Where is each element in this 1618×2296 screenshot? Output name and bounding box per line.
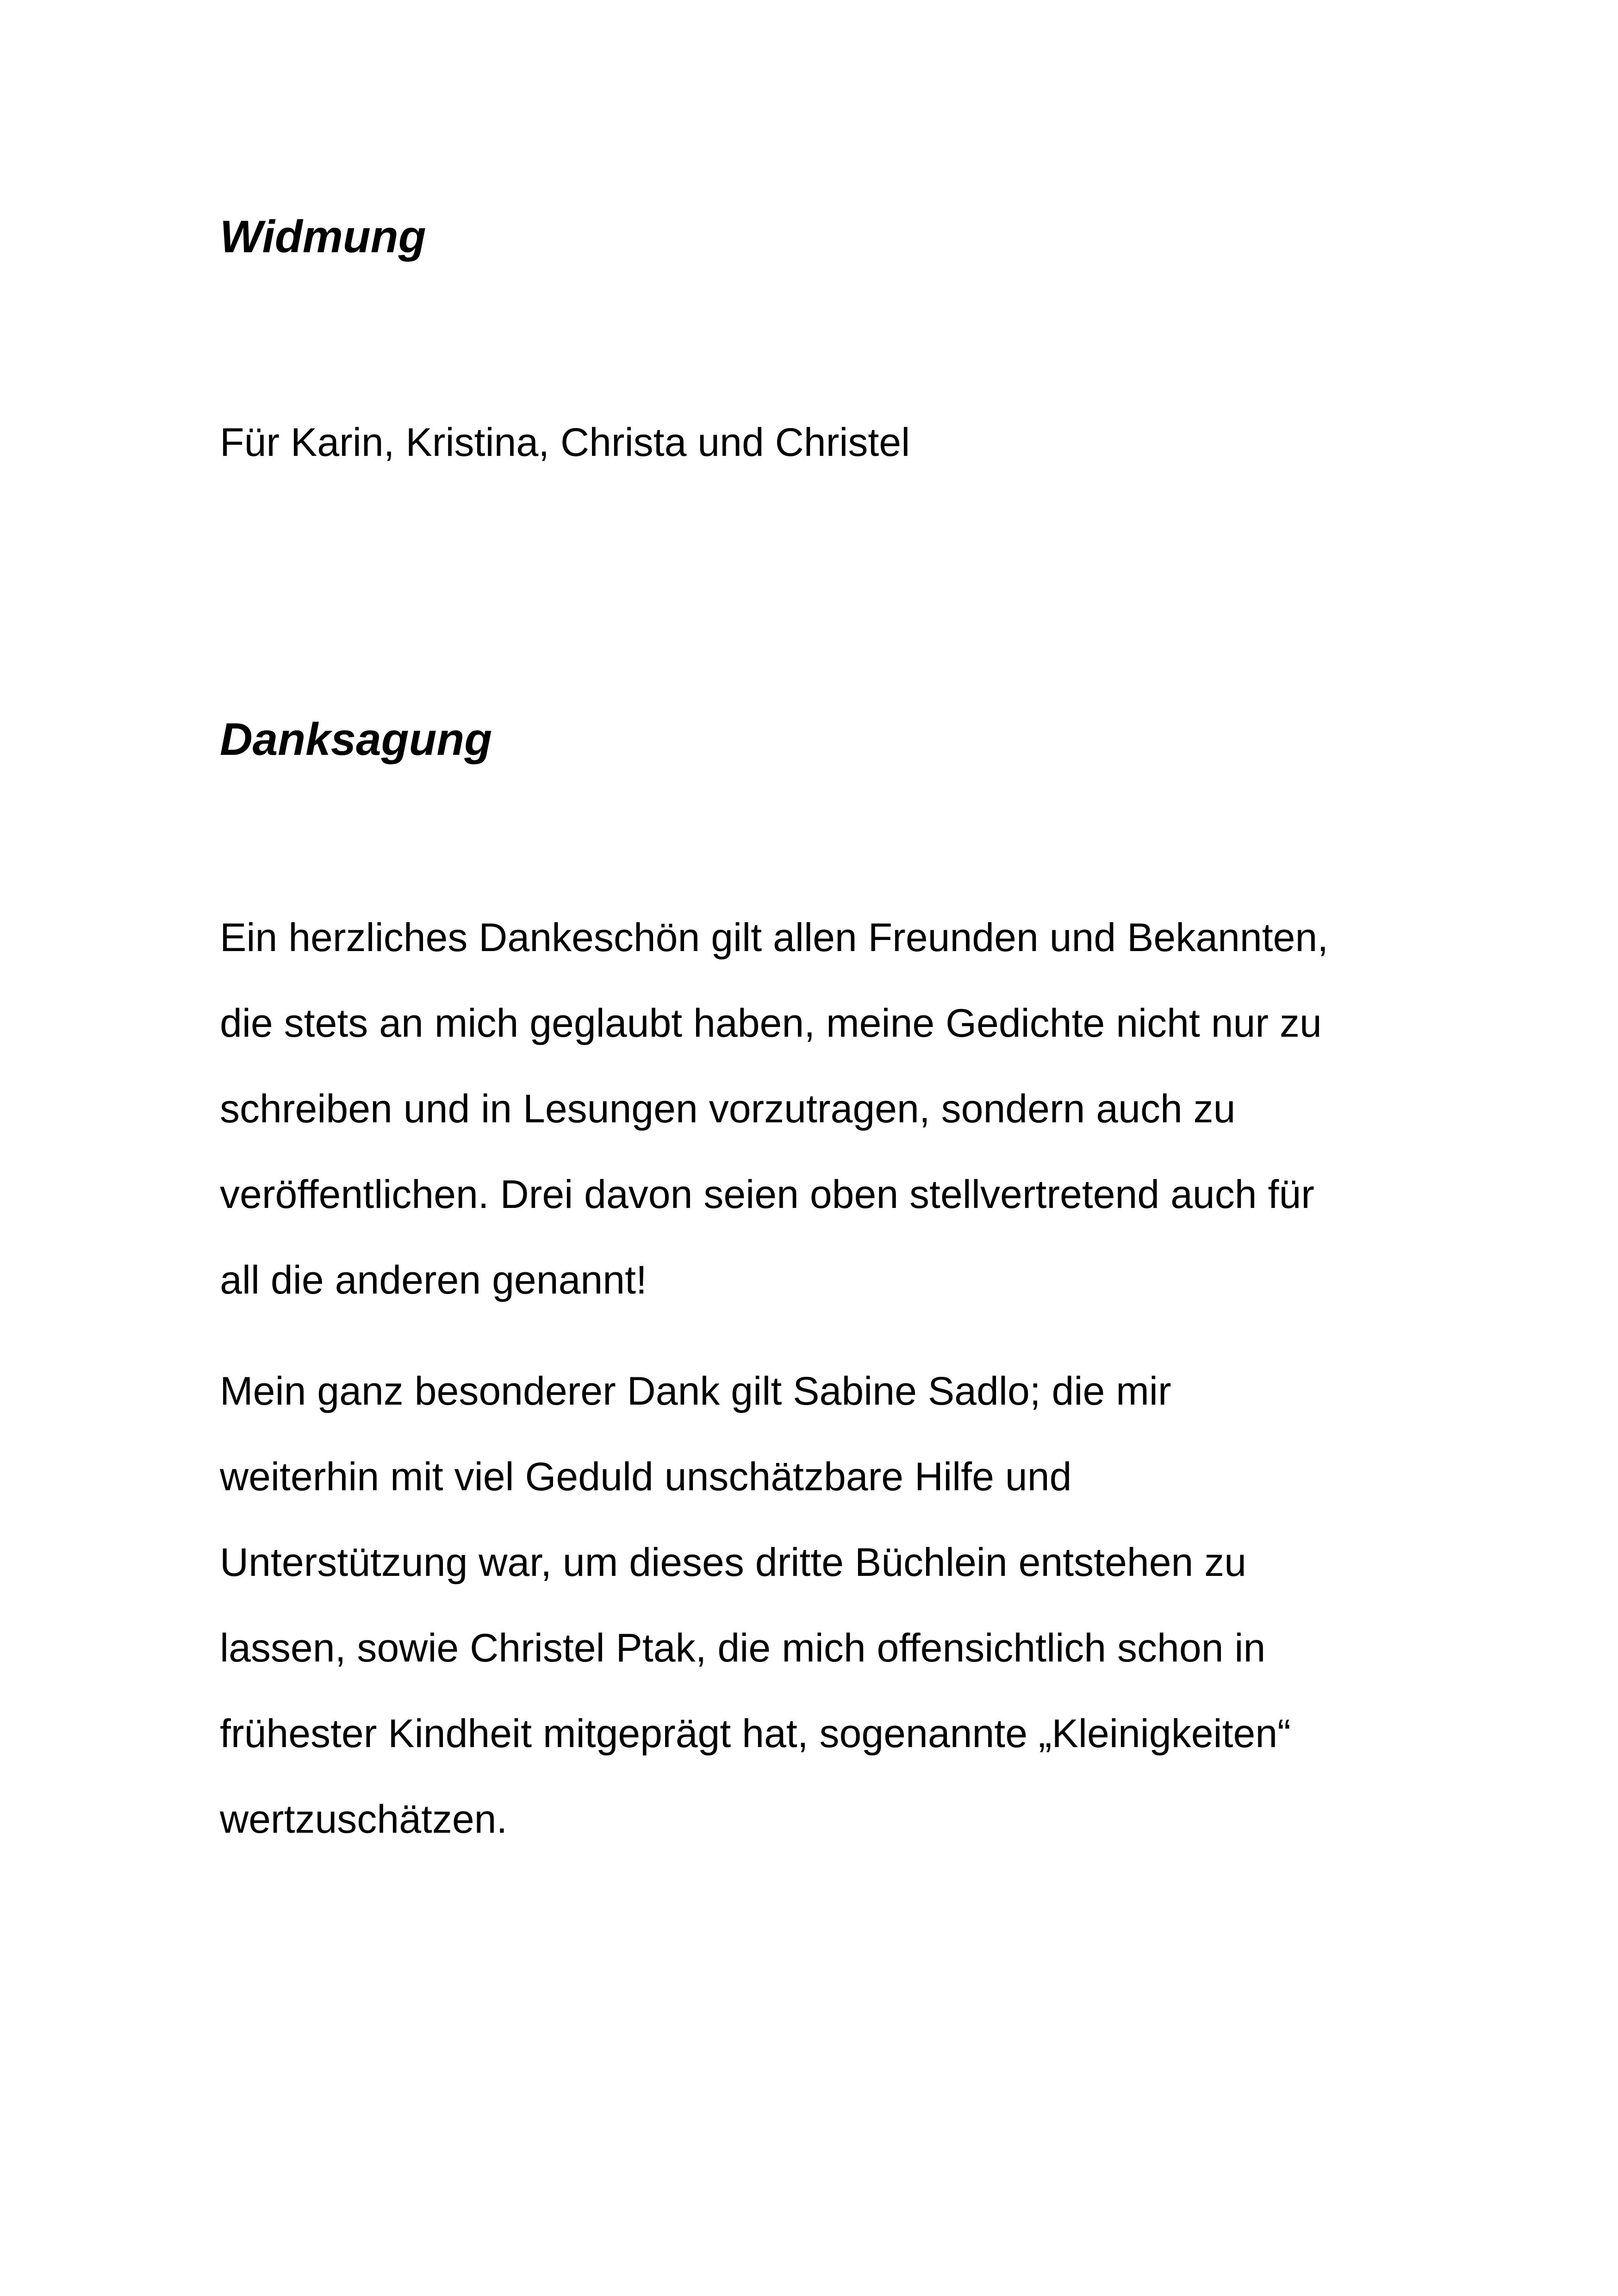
- paragraph-line: schreiben und in Lesungen vorzutragen, sondern auch zu: [220, 1087, 1236, 1131]
- dedication-text: Für Karin, Kristina, Christa und Christel: [220, 420, 910, 465]
- paragraph-line: lassen, sowie Christel Ptak, die mich offensichtlich schon in: [220, 1626, 1266, 1670]
- paragraph-line: Mein ganz besonderer Dank gilt Sabine Sadlo; die mir: [220, 1369, 1171, 1413]
- paragraph-line: die stets an mich geglaubt haben, meine Gedichte nicht nur zu: [220, 1001, 1322, 1045]
- paragraph-line: all die anderen genannt!: [220, 1258, 647, 1302]
- danksagung-heading: Danksagung: [220, 714, 492, 765]
- widmung-heading: Widmung: [220, 211, 426, 262]
- acknowledgement-paragraph-2: [220, 1371, 1469, 1885]
- paragraph-line: frühester Kindheit mitgeprägt hat, sogenannte „Kleinigkeiten“: [220, 1711, 1291, 1756]
- paragraph-line: veröffentlichen. Drei davon seien oben stellvertretend auch für: [220, 1172, 1314, 1217]
- paragraph-line: weiterhin mit viel Geduld unschätzbare Hilfe und: [220, 1455, 1072, 1499]
- paragraph-line: Unterstützung war, um dieses dritte Büchlein entstehen zu: [220, 1540, 1247, 1585]
- paragraph-line: wertzuschätzen.: [220, 1797, 508, 1842]
- paragraph-line: Ein herzliches Dankeschön gilt allen Freunden und Bekannten,: [220, 915, 1329, 960]
- acknowledgement-paragraph-1: [220, 915, 1469, 1346]
